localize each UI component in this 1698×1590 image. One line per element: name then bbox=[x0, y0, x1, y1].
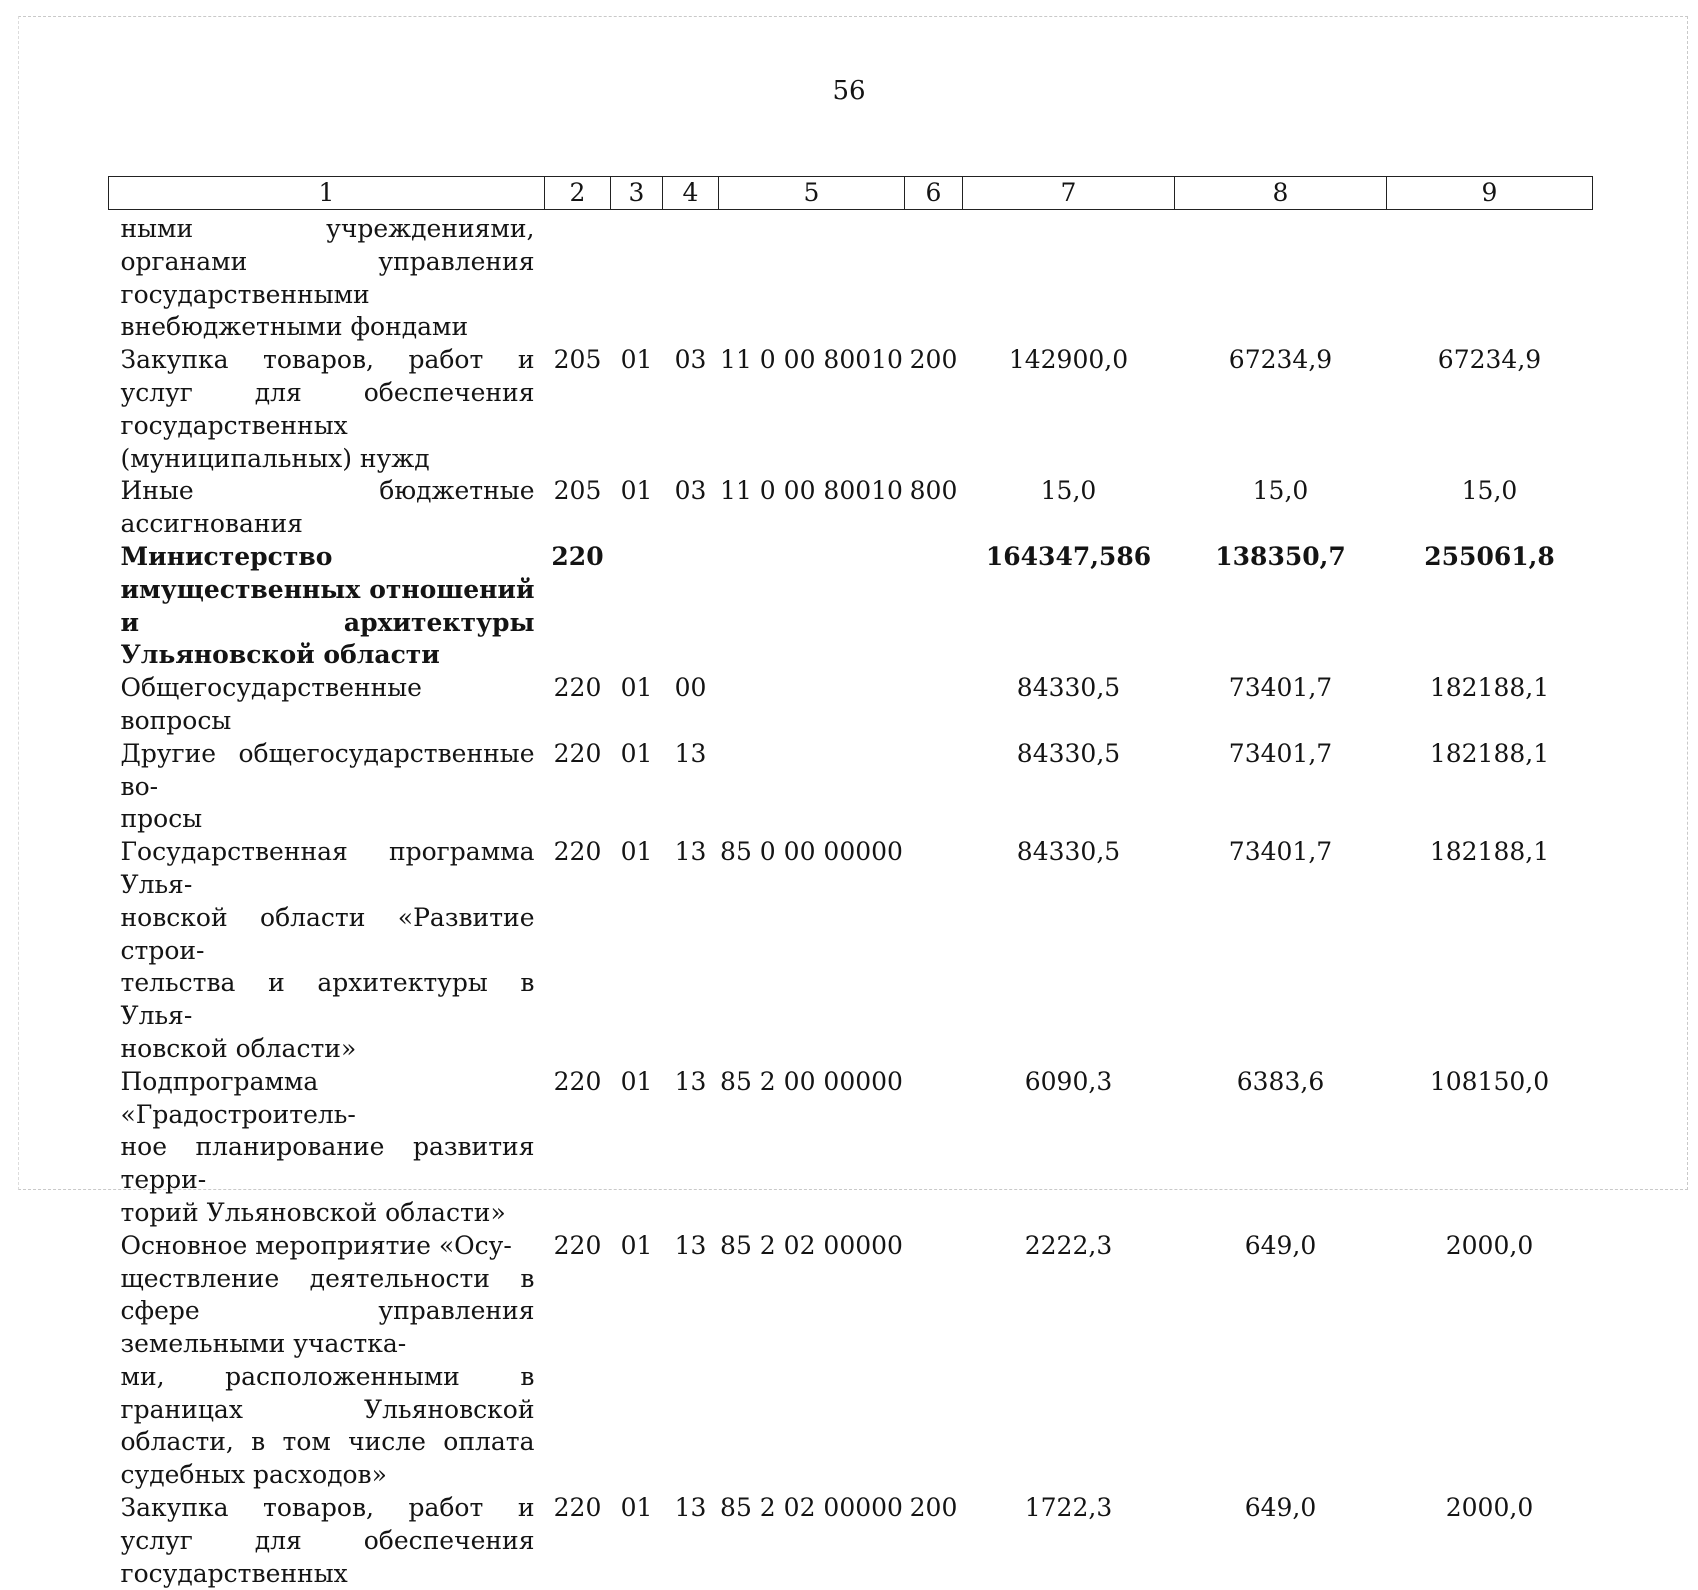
column-header-3: 3 bbox=[611, 177, 663, 210]
table-row bbox=[109, 672, 1593, 738]
column-header-1: 1 bbox=[109, 177, 545, 210]
target-article-cell bbox=[719, 541, 905, 672]
section-code-cell bbox=[611, 541, 663, 672]
target-article-cell: 85 2 00 00000 bbox=[719, 1066, 905, 1230]
amount-col8-cell: 73401,7 bbox=[1175, 836, 1387, 1066]
target-article-cell bbox=[719, 738, 905, 836]
amount-col7-cell: 164347,586 bbox=[963, 541, 1175, 672]
amount-col9-cell: 182188,1 bbox=[1387, 672, 1593, 738]
subsection-code-cell: 13 bbox=[663, 1230, 719, 1492]
row-name-cell: Министерство имущественных отношений и архитектуры Ульяновской области bbox=[109, 541, 545, 672]
amount-col8-cell: 15,0 bbox=[1175, 475, 1387, 541]
row-name-cell: Общегосударственные вопросы bbox=[109, 672, 545, 738]
ministry-code-cell: 220 bbox=[545, 1066, 611, 1230]
section-code-cell: 01 bbox=[611, 475, 663, 541]
ministry-code-cell: 220 bbox=[545, 672, 611, 738]
column-header-8: 8 bbox=[1175, 177, 1387, 210]
amount-col8-cell: 6383,6 bbox=[1175, 1066, 1387, 1230]
expense-type-cell: 200 bbox=[905, 344, 963, 475]
amount-col8-cell: 138350,7 bbox=[1175, 541, 1387, 672]
amount-col7-cell: 84330,5 bbox=[963, 672, 1175, 738]
amount-col8-cell: 67234,9 bbox=[1175, 344, 1387, 475]
amount-col8-cell: 73401,7 bbox=[1175, 672, 1387, 738]
amount-col7-cell: 84330,5 bbox=[963, 738, 1175, 836]
column-header-6: 6 bbox=[905, 177, 963, 210]
amount-col8-cell bbox=[1175, 210, 1387, 345]
ministry-code-cell: 220 bbox=[545, 836, 611, 1066]
column-header-4: 4 bbox=[663, 177, 719, 210]
subsection-code-cell: 13 bbox=[663, 1492, 719, 1590]
subsection-code-cell: 03 bbox=[663, 475, 719, 541]
section-code-cell bbox=[611, 210, 663, 345]
ministry-code-cell: 205 bbox=[545, 344, 611, 475]
expense-type-cell bbox=[905, 738, 963, 836]
amount-col9-cell: 182188,1 bbox=[1387, 738, 1593, 836]
target-article-cell: 85 2 02 00000 bbox=[719, 1492, 905, 1590]
table-row bbox=[109, 1492, 1593, 1590]
section-code-cell: 01 bbox=[611, 1230, 663, 1492]
row-name-cell: Подпрограмма «Градостроитель- ное планирование развития терри- торий Ульяновской области» bbox=[109, 1066, 545, 1230]
amount-col9-cell: 15,0 bbox=[1387, 475, 1593, 541]
table-row bbox=[109, 475, 1593, 541]
table-row bbox=[109, 344, 1593, 475]
table-row bbox=[109, 1066, 1593, 1230]
subsection-code-cell bbox=[663, 210, 719, 345]
ministry-code-cell: 220 bbox=[545, 1492, 611, 1590]
column-header-5: 5 bbox=[719, 177, 905, 210]
section-code-cell: 01 bbox=[611, 836, 663, 1066]
amount-col7-cell: 84330,5 bbox=[963, 836, 1175, 1066]
amount-col9-cell: 2000,0 bbox=[1387, 1230, 1593, 1492]
expense-type-cell bbox=[905, 1066, 963, 1230]
amount-col9-cell: 182188,1 bbox=[1387, 836, 1593, 1066]
expense-type-cell: 800 bbox=[905, 475, 963, 541]
subsection-code-cell: 13 bbox=[663, 738, 719, 836]
row-name-cell: Закупка товаров, работ и услуг для обеспечения государственных (муниципальных) нужд bbox=[109, 344, 545, 475]
amount-col8-cell: 649,0 bbox=[1175, 1492, 1387, 1590]
subsection-code-cell: 00 bbox=[663, 672, 719, 738]
page-number: 56 bbox=[0, 76, 1698, 106]
amount-col9-cell: 67234,9 bbox=[1387, 344, 1593, 475]
subsection-code-cell: 13 bbox=[663, 836, 719, 1066]
row-name-cell: Другие общегосударственные во- просы bbox=[109, 738, 545, 836]
target-article-cell: 85 2 02 00000 bbox=[719, 1230, 905, 1492]
expense-type-cell bbox=[905, 1230, 963, 1492]
ministry-code-cell bbox=[545, 210, 611, 345]
target-article-cell bbox=[719, 210, 905, 345]
section-code-cell: 01 bbox=[611, 344, 663, 475]
target-article-cell: 11 0 00 80010 bbox=[719, 344, 905, 475]
budget-table-body bbox=[109, 210, 1593, 1590]
section-code-cell: 01 bbox=[611, 1066, 663, 1230]
subsection-code-cell bbox=[663, 541, 719, 672]
expense-type-cell bbox=[905, 836, 963, 1066]
column-header-9: 9 bbox=[1387, 177, 1593, 210]
amount-col9-cell bbox=[1387, 210, 1593, 345]
amount-col7-cell: 15,0 bbox=[963, 475, 1175, 541]
ministry-code-cell: 220 bbox=[545, 738, 611, 836]
expense-type-cell bbox=[905, 210, 963, 345]
target-article-cell: 85 0 00 00000 bbox=[719, 836, 905, 1066]
amount-col9-cell: 2000,0 bbox=[1387, 1492, 1593, 1590]
section-code-cell: 01 bbox=[611, 1492, 663, 1590]
amount-col9-cell: 255061,8 bbox=[1387, 541, 1593, 672]
expense-type-cell bbox=[905, 672, 963, 738]
subsection-code-cell: 03 bbox=[663, 344, 719, 475]
row-name-cell: Основное мероприятие «Осу- ществление деятельности в сфере управления земельными участка- ми, расположенными в границах Ульяновской области, в том числе оплата судебных расходов» bbox=[109, 1230, 545, 1492]
budget-table bbox=[108, 176, 1593, 1590]
table-row bbox=[109, 738, 1593, 836]
column-header-2: 2 bbox=[545, 177, 611, 210]
amount-col8-cell: 73401,7 bbox=[1175, 738, 1387, 836]
expense-type-cell bbox=[905, 541, 963, 672]
row-name-cell: Закупка товаров, работ и услуг для обеспечения государственных bbox=[109, 1492, 545, 1590]
amount-col7-cell: 142900,0 bbox=[963, 344, 1175, 475]
ministry-code-cell: 205 bbox=[545, 475, 611, 541]
section-code-cell: 01 bbox=[611, 738, 663, 836]
table-row bbox=[109, 541, 1593, 672]
amount-col9-cell: 108150,0 bbox=[1387, 1066, 1593, 1230]
row-name-cell: ными учреждениями, органами управления государственными внебюджетными фондами bbox=[109, 210, 545, 345]
section-code-cell: 01 bbox=[611, 672, 663, 738]
ministry-code-cell: 220 bbox=[545, 1230, 611, 1492]
target-article-cell bbox=[719, 672, 905, 738]
target-article-cell: 11 0 00 80010 bbox=[719, 475, 905, 541]
column-number-header-row bbox=[109, 177, 1593, 210]
subsection-code-cell: 13 bbox=[663, 1066, 719, 1230]
budget-table-container bbox=[108, 176, 1592, 1590]
row-name-cell: Иные бюджетные ассигнования bbox=[109, 475, 545, 541]
amount-col7-cell bbox=[963, 210, 1175, 345]
table-row bbox=[109, 210, 1593, 345]
amount-col7-cell: 1722,3 bbox=[963, 1492, 1175, 1590]
amount-col8-cell: 649,0 bbox=[1175, 1230, 1387, 1492]
amount-col7-cell: 2222,3 bbox=[963, 1230, 1175, 1492]
table-row bbox=[109, 1230, 1593, 1492]
amount-col7-cell: 6090,3 bbox=[963, 1066, 1175, 1230]
ministry-code-cell: 220 bbox=[545, 541, 611, 672]
expense-type-cell: 200 bbox=[905, 1492, 963, 1590]
column-header-7: 7 bbox=[963, 177, 1175, 210]
row-name-cell: Государственная программа Улья- новской области «Развитие строи- тельства и архитектуры в Улья- новской области» bbox=[109, 836, 545, 1066]
table-row bbox=[109, 836, 1593, 1066]
